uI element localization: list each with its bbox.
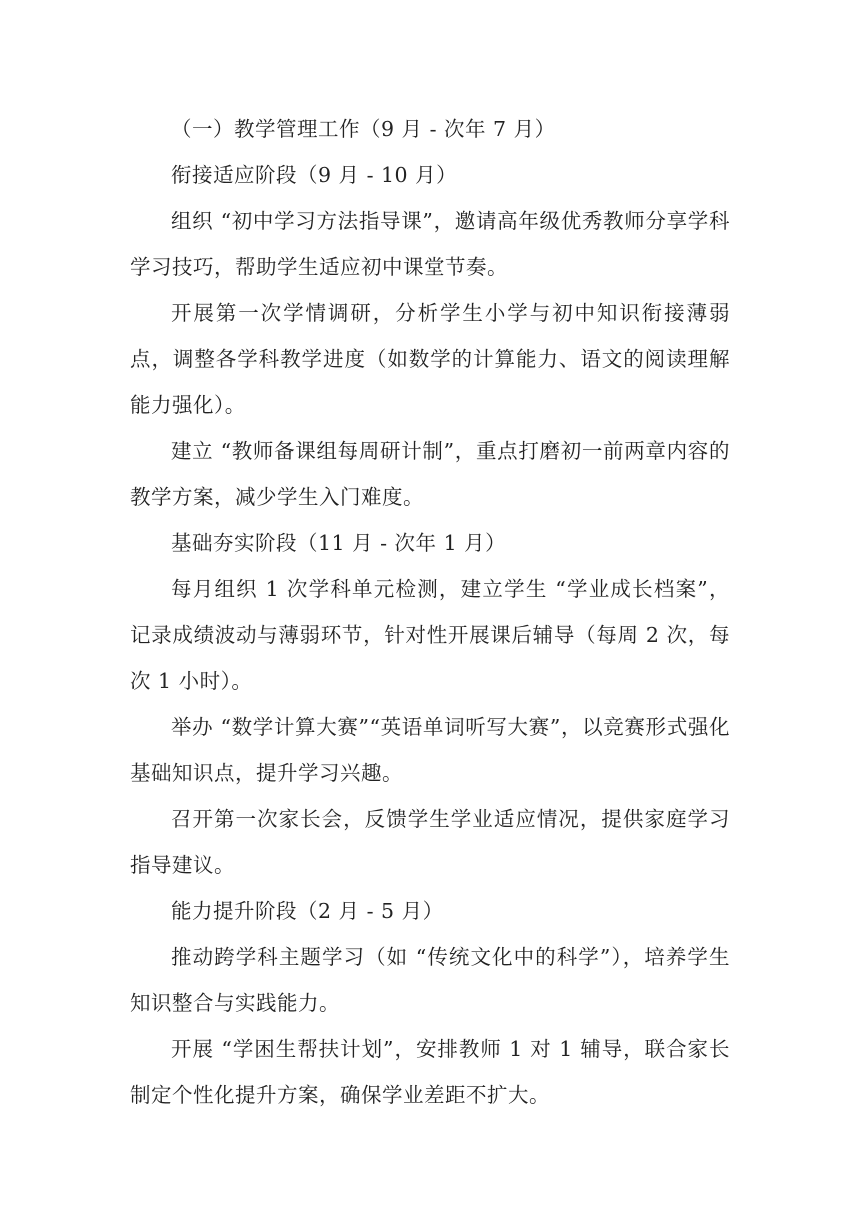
section-heading: （一）教学管理工作（9 月 - 次年 7 月） [171, 117, 556, 141]
stage-heading-foundation: 基础夯实阶段（11 月 - 次年 1 月） [171, 531, 507, 555]
paragraph-parent-meeting: 召开第一次家长会，反馈学生学业适应情况，提供家庭学习指导建议。 [130, 807, 730, 877]
paragraph-competitions: 举办 “数学计算大赛”“英语单词听写大赛”，以竞赛形式强化基础知识点，提升学习兴趣。 [130, 715, 730, 785]
document-body [130, 106, 730, 1118]
stage-heading-transition: 衔接适应阶段（9 月 - 10 月） [171, 163, 458, 187]
paragraph-unit-tests: 每月组织 1 次学科单元检测，建立学生 “学业成长档案”，记录成绩波动与薄弱环节，针对性开展课后辅导（每周 2 次，每次 1 小时）。 [130, 577, 730, 693]
paragraph-method-course: 组织 “初中学习方法指导课”，邀请高年级优秀教师分享学科学习技巧，帮助学生适应初中课堂节奏。 [130, 209, 730, 279]
paragraph-lesson-prep: 建立 “教师备课组每周研计制”，重点打磨初一前两章内容的教学方案，减少学生入门难度。 [130, 439, 730, 509]
paragraph-tutoring-plan: 开展 “学困生帮扶计划”，安排教师 1 对 1 辅导，联合家长制定个性化提升方案，确保学业差距不扩大。 [130, 1037, 730, 1107]
paragraph-learning-survey: 开展第一次学情调研，分析学生小学与初中知识衔接薄弱点，调整各学科教学进度（如数学的计算能力、语文的阅读理解能力强化）。 [130, 301, 730, 417]
paragraph-cross-subject: 推动跨学科主题学习（如 “传统文化中的科学”），培养学生知识整合与实践能力。 [130, 945, 730, 1015]
stage-heading-improvement: 能力提升阶段（2 月 - 5 月） [171, 899, 444, 923]
